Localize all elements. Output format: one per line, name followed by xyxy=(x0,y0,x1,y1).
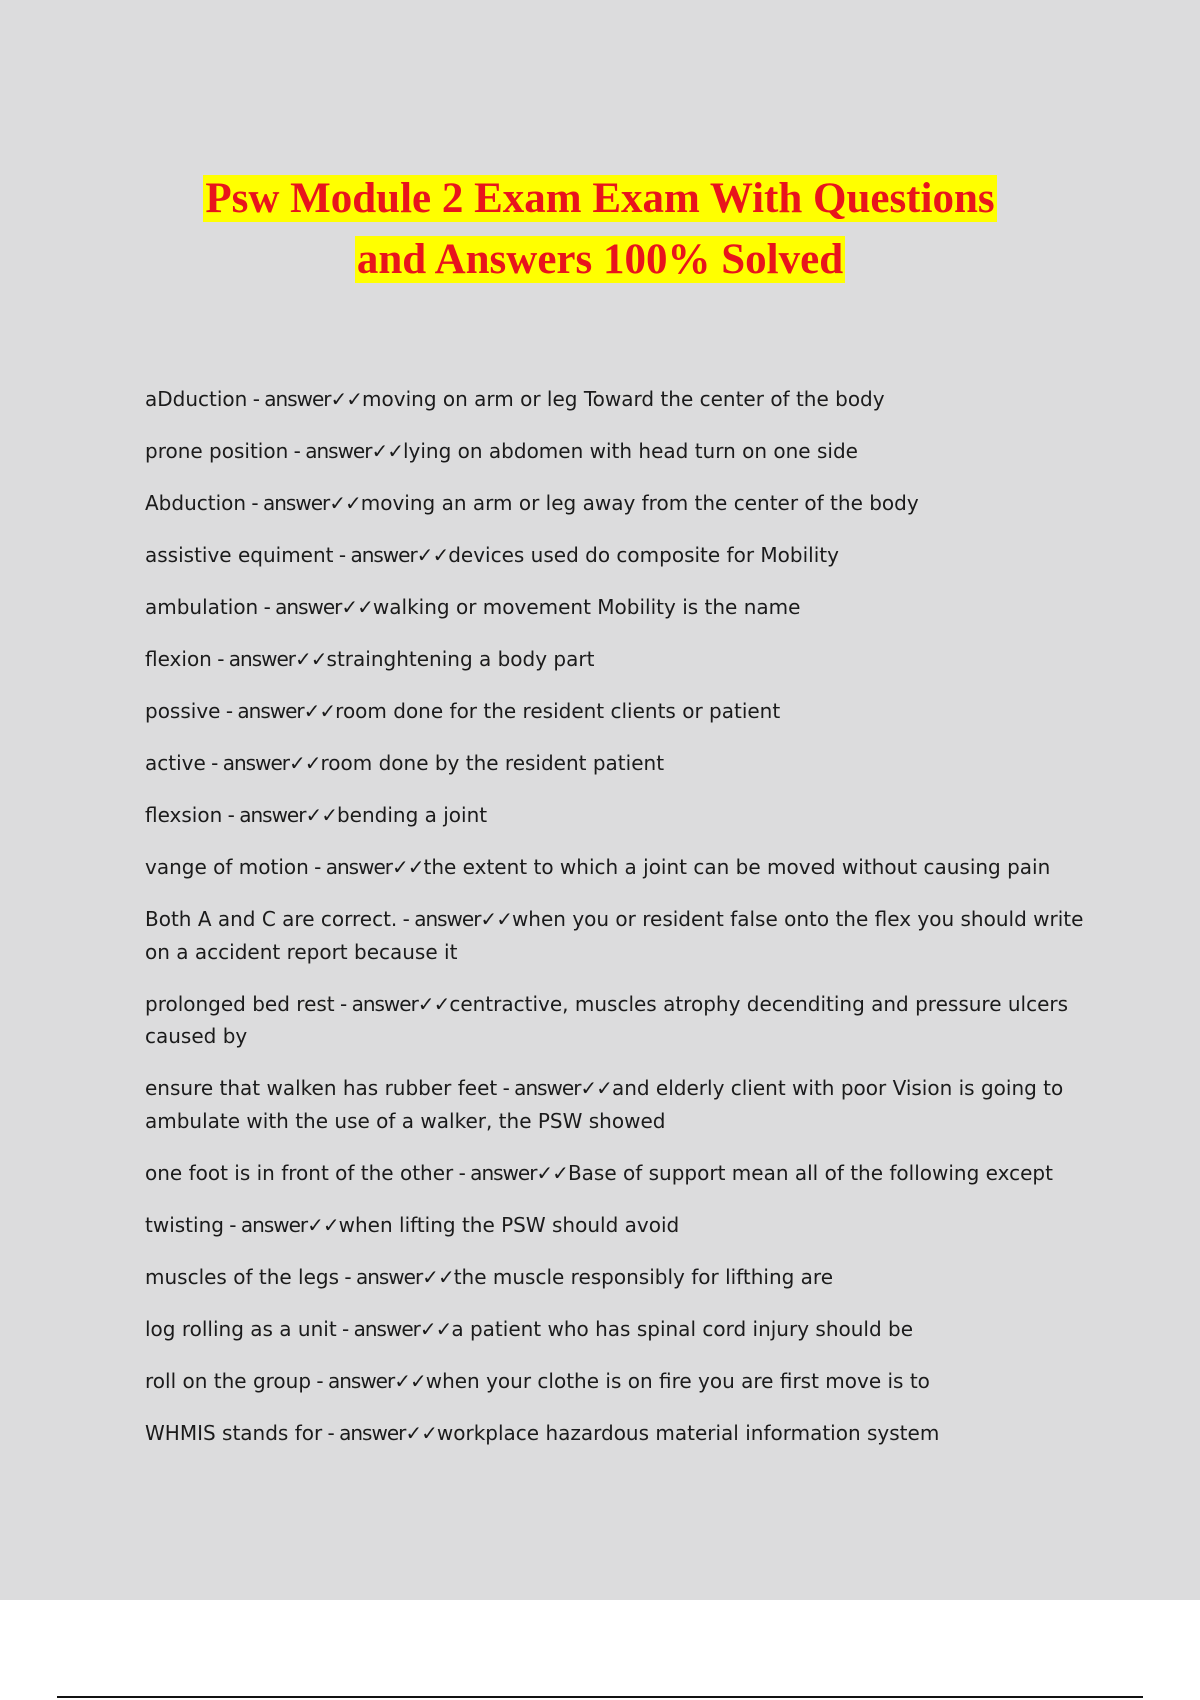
qa-item xyxy=(145,695,1090,728)
answer-check-separator: - answer✓✓ xyxy=(247,387,363,411)
answer-check-separator: - answer✓✓ xyxy=(453,1160,568,1185)
answer-check-separator: - answer✓✓ xyxy=(222,803,337,827)
footer-divider xyxy=(57,1696,1143,1698)
answer-check-separator: - answer✓✓ xyxy=(397,907,512,931)
qa-answer: room done by the resident patient xyxy=(320,751,665,775)
qa-answer: devices used do composite for Mobility xyxy=(448,543,839,567)
qa-term: vange of motion xyxy=(145,855,309,879)
qa-answer: when you or resident false onto the flex you should write on a accident report because it xyxy=(145,907,1084,964)
qa-item xyxy=(145,435,1090,468)
qa-term: log rolling as a unit xyxy=(145,1316,337,1341)
question-answer-list xyxy=(145,383,1090,1469)
qa-term: possive xyxy=(145,699,221,723)
qa-term: WHMIS stands for xyxy=(145,1420,323,1445)
answer-check-separator: - answer✓✓ xyxy=(223,1212,339,1237)
answer-check-separator: - answer✓✓ xyxy=(334,991,450,1016)
answer-check-separator: - answer✓✓ xyxy=(205,751,321,775)
qa-item xyxy=(145,383,1090,416)
qa-item xyxy=(145,1417,1090,1450)
answer-check-separator: - answer✓✓ xyxy=(333,543,449,567)
qa-term: assistive equiment xyxy=(145,543,334,567)
title-line-1: Psw Module 2 Exam Exam With Questions xyxy=(205,175,995,222)
qa-answer: moving on arm or leg Toward the center of the body xyxy=(362,387,885,411)
qa-term: ensure that walken has rubber feet xyxy=(145,1076,498,1100)
qa-item xyxy=(145,747,1090,780)
qa-item xyxy=(145,643,1090,676)
qa-item xyxy=(145,1072,1090,1137)
qa-item xyxy=(145,591,1090,624)
qa-item xyxy=(145,539,1090,572)
qa-item xyxy=(145,487,1090,520)
qa-item xyxy=(145,1157,1090,1190)
qa-term: roll on the group xyxy=(145,1368,312,1393)
qa-term: prolonged bed rest xyxy=(145,991,335,1016)
qa-answer: and elderly client with poor Vision is going to ambulate with the use of a walker, the PSW showed xyxy=(145,1076,1064,1133)
qa-answer: workplace hazardous material information system xyxy=(436,1420,940,1445)
qa-term: one foot is in front of the other xyxy=(145,1160,454,1185)
answer-check-separator: - answer✓✓ xyxy=(336,1316,452,1341)
qa-term: aDduction xyxy=(145,387,248,411)
qa-answer: the muscle responsibly for lifthing are xyxy=(453,1264,834,1289)
answer-check-separator: - answer✓✓ xyxy=(211,647,327,671)
qa-answer: the extent to which a joint can be moved without causing pain xyxy=(423,855,1051,879)
qa-term: flexion xyxy=(145,647,212,671)
answer-check-separator: - answer✓✓ xyxy=(322,1420,437,1445)
qa-answer: a patient who has spinal cord injury should be xyxy=(451,1316,914,1341)
qa-term: flexsion xyxy=(145,803,223,827)
answer-check-separator: - answer✓✓ xyxy=(288,439,403,463)
qa-answer: bending a joint xyxy=(336,803,488,827)
qa-item xyxy=(145,1209,1090,1242)
qa-term: ambulation xyxy=(145,595,259,619)
qa-item xyxy=(145,988,1090,1053)
qa-answer: Base of support mean all of the following except xyxy=(567,1160,1053,1185)
answer-check-separator: - answer✓✓ xyxy=(339,1264,454,1289)
qa-item xyxy=(145,851,1090,884)
answer-check-separator: - answer✓✓ xyxy=(311,1368,426,1393)
answer-check-separator: - answer✓✓ xyxy=(220,699,336,723)
qa-answer: strainghtening a body part xyxy=(326,647,595,671)
qa-term: Both A and C are correct. xyxy=(145,907,398,931)
qa-item xyxy=(145,1261,1090,1294)
qa-item xyxy=(145,903,1090,968)
qa-answer: room done for the resident clients or patient xyxy=(335,699,781,723)
qa-item xyxy=(145,1313,1090,1346)
answer-check-separator: - answer✓✓ xyxy=(246,491,361,515)
qa-term: prone position xyxy=(145,439,289,463)
answer-check-separator: - answer✓✓ xyxy=(497,1076,612,1100)
qa-term: Abduction xyxy=(145,491,247,515)
qa-item xyxy=(145,799,1090,832)
qa-answer: when your clothe is on fire you are first move is to xyxy=(425,1368,930,1393)
qa-answer: walking or movement Mobility is the name xyxy=(372,595,801,619)
title-line-2: and Answers 100% Solved xyxy=(356,236,844,283)
answer-check-separator: - answer✓✓ xyxy=(258,595,373,619)
qa-term: active xyxy=(145,751,206,775)
qa-answer: moving an arm or leg away from the center of the body xyxy=(360,491,919,515)
qa-answer: centractive, muscles atrophy decenditing and pressure ulcers caused by xyxy=(145,991,1069,1048)
answer-check-separator: - answer✓✓ xyxy=(308,855,424,879)
qa-answer: when lifting the PSW should avoid xyxy=(338,1212,680,1237)
qa-term: twisting xyxy=(145,1212,224,1237)
document-title xyxy=(0,168,1200,290)
qa-item xyxy=(145,1365,1090,1398)
qa-term: muscles of the legs xyxy=(145,1264,340,1289)
qa-answer: lying on abdomen with head turn on one side xyxy=(402,439,858,463)
